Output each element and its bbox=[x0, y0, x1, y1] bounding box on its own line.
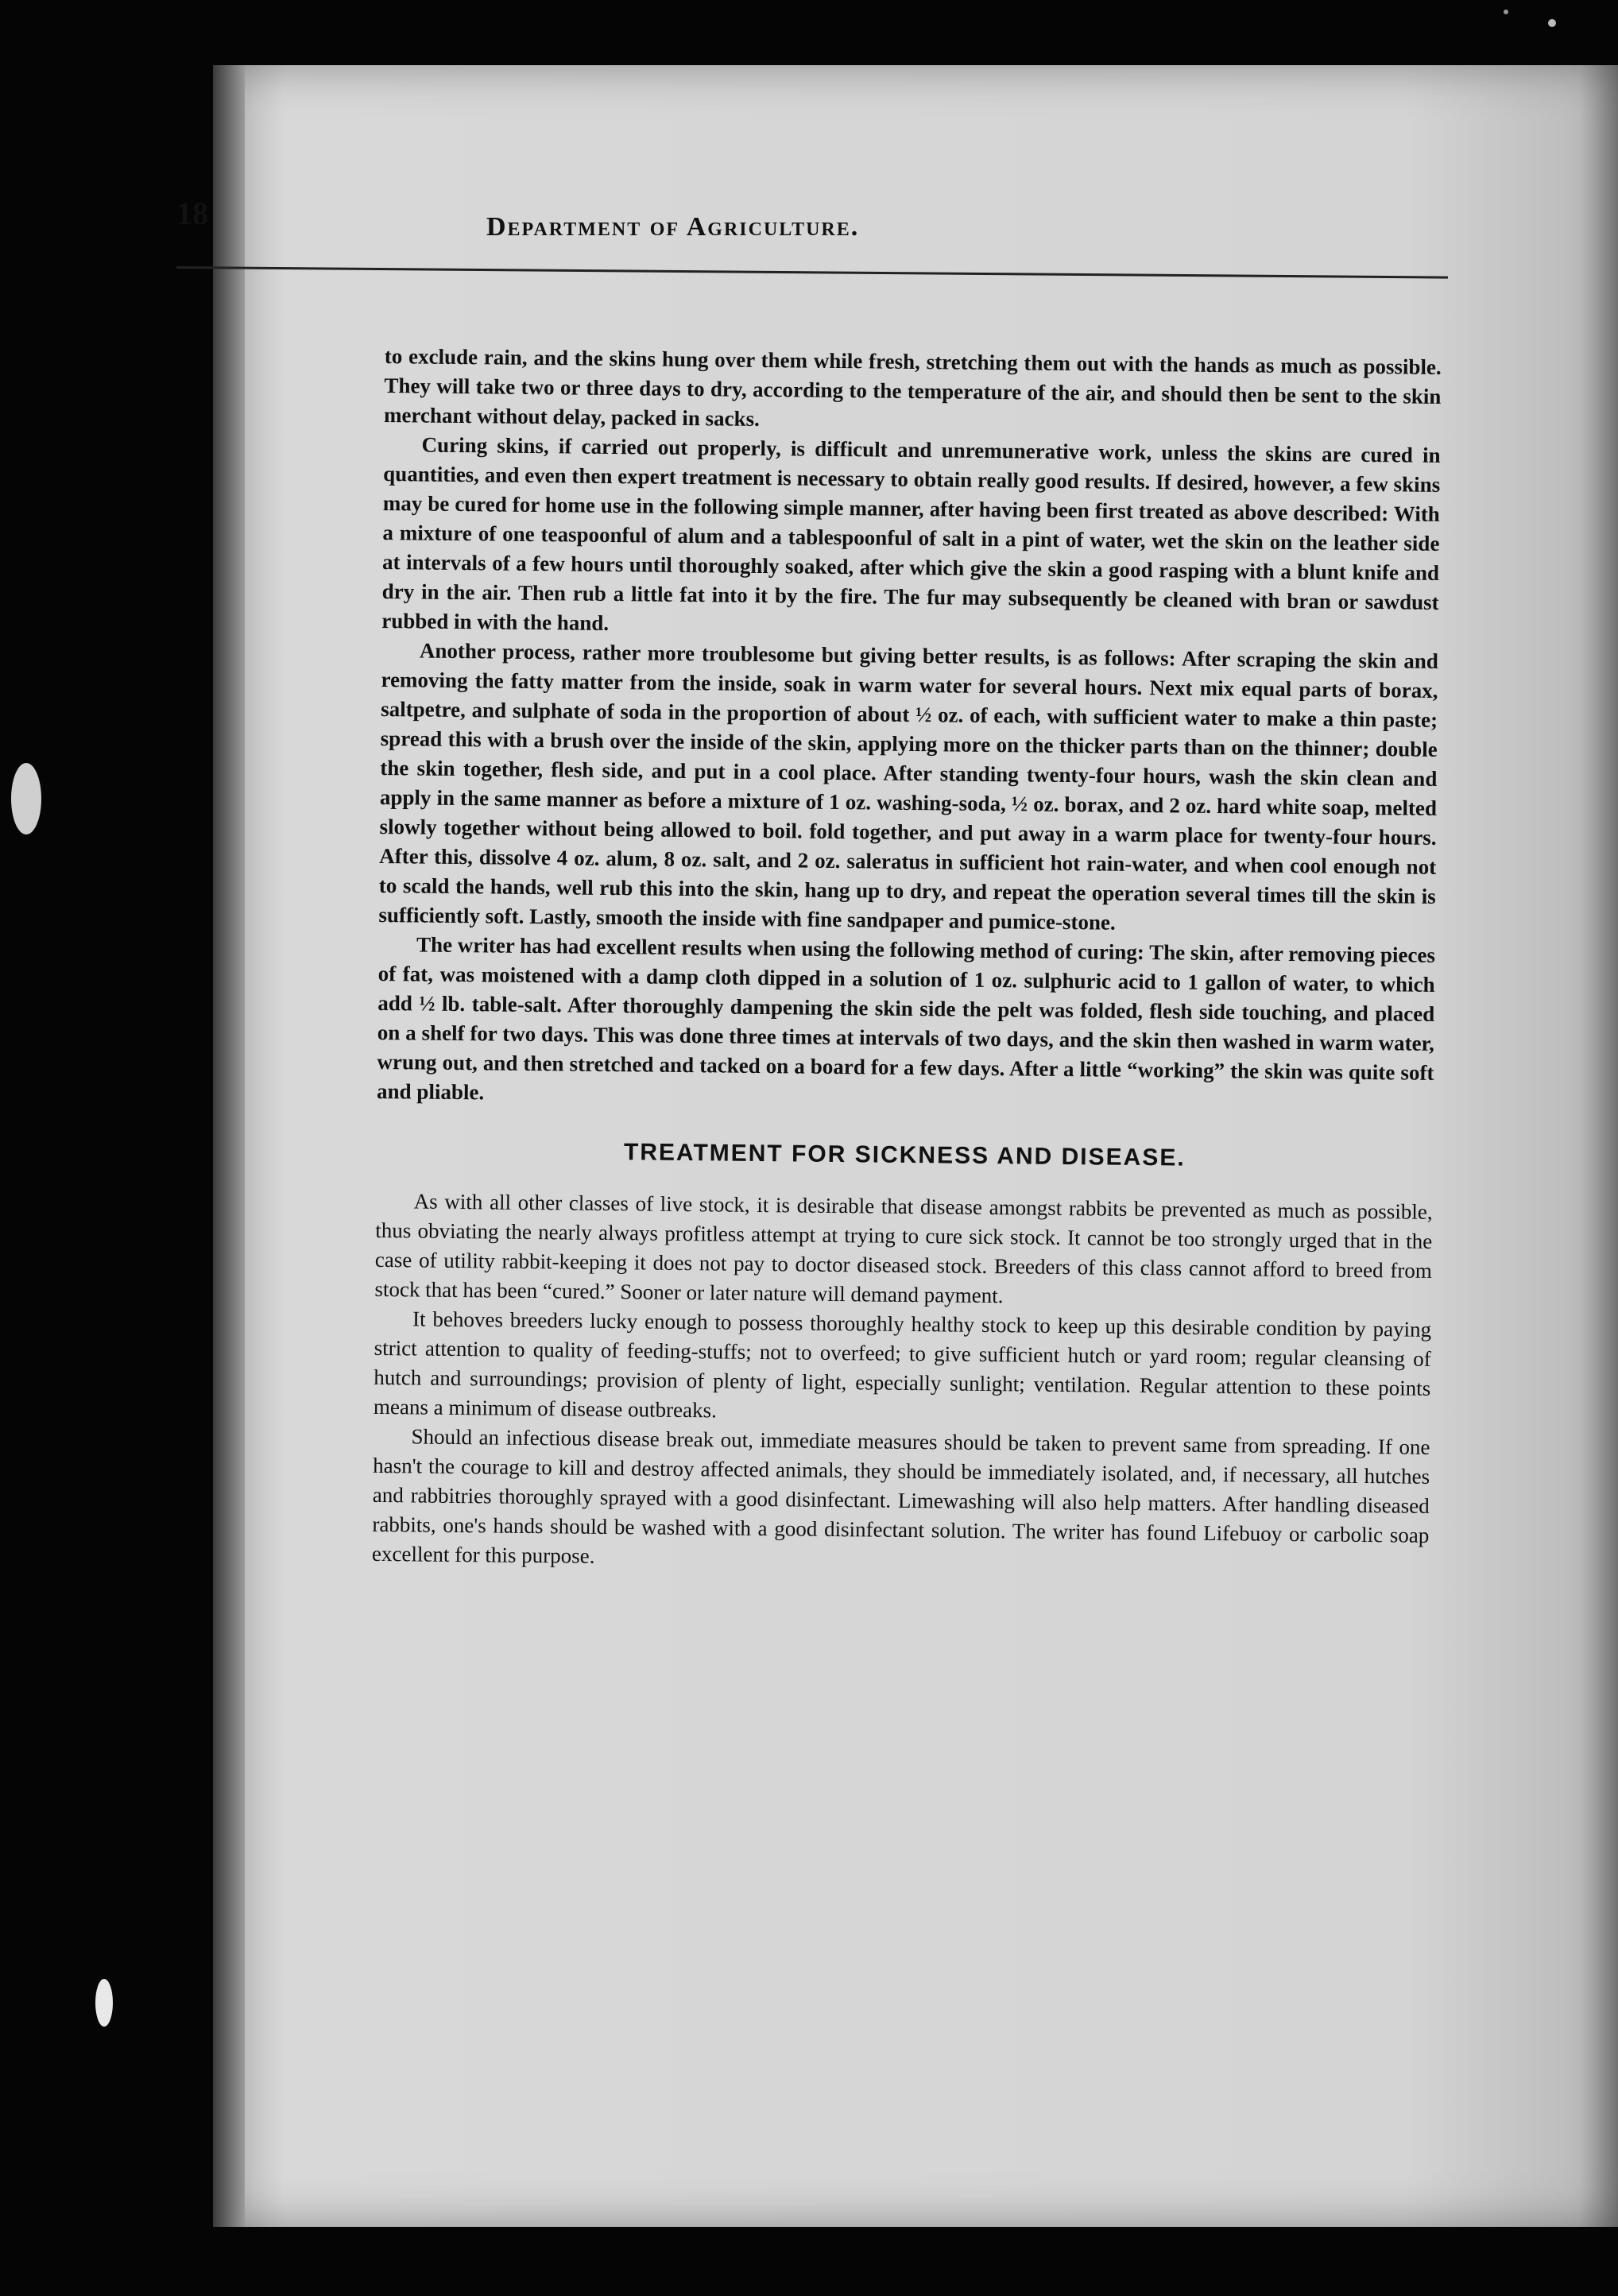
scan-speck bbox=[11, 763, 41, 834]
paragraph: The writer has had excellent results when using the following method of curing: The skin, after removing pieces of fat, was moistened with a damp cloth dipped in a solution of 1 oz. sulphuric acid to 1 gallon of water, to which add ½ lb. table-salt. After thoroughly dampening the skin side the pelt was folded, flesh side touching, and placed on a shelf for two days. This was done three times at intervals of two days, and the skin then washed in warm water, wrung out, and then stretched and tacked on a board for a few days. After a little “working” the skin was quite soft and pliable. bbox=[376, 932, 1436, 1105]
page-header bbox=[176, 195, 1448, 314]
paragraph: Another process, rather more troublesome but giving better results, is as follows: After scraping the skin and removing the fatty matter from the inside, soak in warm water for several hours. Next mix equal parts of borax, saltpetre, and sulphate of soda in the proportion of about ½ oz. of each, with sufficient water to make a thin paste; spread this with a brush over the inside of the skin, applying more on the thicker parts than on the thinner; double the skin together, flesh side, and put in a cool place. After standing twenty-four hours, wash the skin clean and apply in the same manner as before a mixture of 1 oz. washing-soda, ½ oz. borax, and 2 oz. hard white soap, melted slowly together without being allowed to boil. fold together, and put away in a warm place for twenty-four hours. After this, dissolve 4 oz. alum, 8 oz. salt, and 2 oz. saleratus in sufficient hot rain-water, and when cool enough not to scald the hands, well rub this into the skin, hang up to dry, and repeat the operation several times till the skin is sufficiently soft. Lastly, smooth the inside with fine sandpaper and pumice-stone. bbox=[378, 638, 1439, 935]
running-head: Department of Agriculture. bbox=[486, 212, 860, 242]
header-rule bbox=[176, 266, 1448, 279]
paragraph: As with all other classes of live stock, it is desirable that disease amongst rabbits be prevented as much as possible, thus obviating the nearly always profitless attempt at trying to cure sick stock. It cannot be too strongly urged that in the case of utility rabbit-keeping it does not pay to doctor diseased stock. Breeders of this class cannot afford to breed from stock that has been “cured.” Sooner or later nature will demand payment. bbox=[374, 1189, 1433, 1308]
scan-speck bbox=[1548, 19, 1556, 27]
page-binding-edge bbox=[213, 65, 245, 2227]
scan-speck bbox=[95, 1979, 113, 2027]
paragraph: Curing skins, if carried out properly, is difficult and unremunerative work, unless the skins are cured in quantities, and even then expert treatment is necessary to obtain really good results. If desired, however, a few skins may be cured for home use in the following simple manner, after having been first treated as above described: With a mixture of one teaspoonful of alum and a tablespoonful of salt in a pint of water, wet the skin on the leather side at intervals of a few hours until thoroughly soaked, after which give the skin a good rasping with a blunt knife and dry in the air. Then rub a little fat into it by the fire. The fur may subsequently be cleaned with bran or sawdust rubbed in with the hand. bbox=[381, 432, 1441, 635]
page-body bbox=[372, 342, 1442, 1580]
paragraph: Should an infectious disease break out, immediate measures should be taken to prevent same from spreading. If one hasn't the courage to kill and destroy affected animals, they should be immediately isolated, and, if necessary, all hutches and rabbitries thoroughly sprayed with a good disinfectant. Limewashing will also help matters. After handling diseased rabbits, one's hands should be washed with a good disinfectant solution. The writer has found Lifebuoy or carbolic soap excellent for this purpose. bbox=[371, 1424, 1430, 1568]
section-heading: TREATMENT FOR SICKNESS AND DISEASE. bbox=[623, 1139, 1186, 1171]
scan-speck bbox=[1504, 10, 1508, 14]
paragraph: to exclude rain, and the skins hung over them while fresh, stretching them out with the hands as much as possible. They will take two or three days to dry, according to the temperature of the air, and should then be sent to the skin merchant without delay, packed in sacks. bbox=[383, 343, 1442, 431]
paragraph: It behoves breeders lucky enough to possess thoroughly healthy stock to keep up this desirable condition by paying strict attention to quality of feeding-stuffs; not to overfeed; to give sufficient hutch or yard room; regular cleansing of hutch and surroundings; provision of plenty of light, especially sunlight; ventilation. Regular attention to these points means a minimum of disease outbreaks. bbox=[373, 1307, 1432, 1423]
page-number: 18 bbox=[176, 196, 208, 231]
